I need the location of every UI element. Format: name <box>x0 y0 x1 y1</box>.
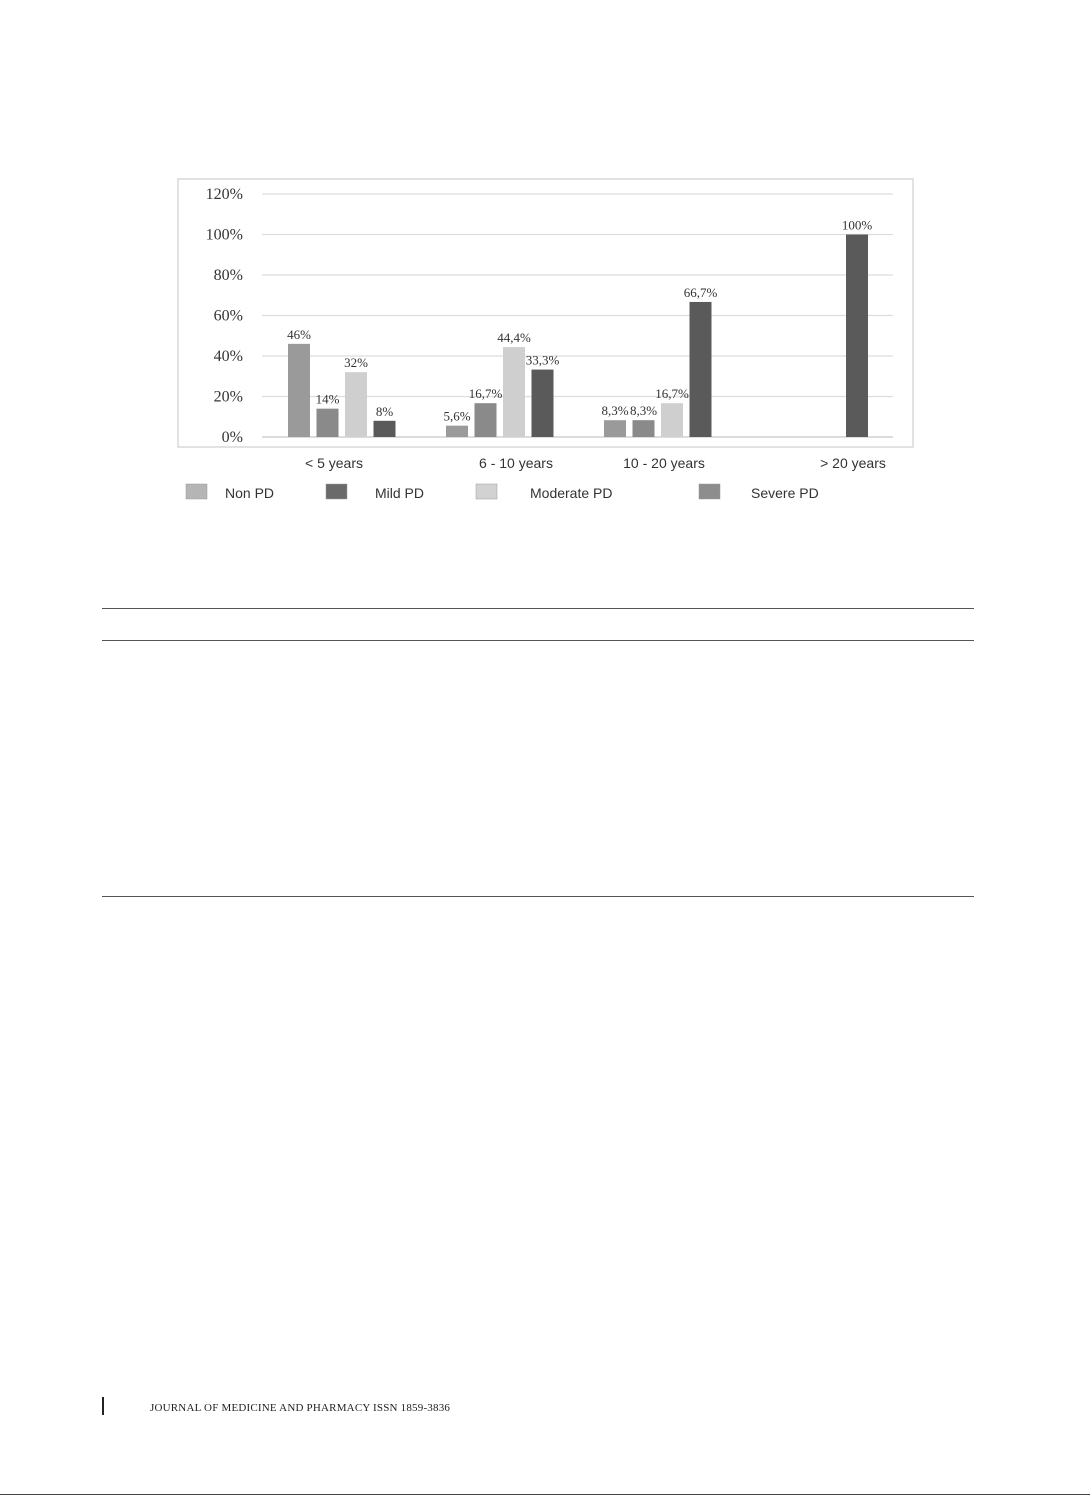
table-bottom-rule <box>102 896 974 897</box>
x-tick-label: 10 - 20 years <box>623 455 705 471</box>
bar <box>846 235 868 438</box>
table-header-rule <box>102 640 974 641</box>
legend-label: Mild PD <box>375 485 425 501</box>
bar <box>633 420 655 437</box>
data-label: 16,7% <box>468 386 503 402</box>
bar <box>374 421 396 437</box>
y-tick-label: 120% <box>205 186 243 203</box>
legend-swatch <box>186 484 207 499</box>
x-tick-label: 6 - 10 years <box>479 455 553 471</box>
legend-swatch <box>326 484 347 499</box>
legend-swatch <box>476 484 497 499</box>
y-tick-label: 80% <box>213 267 243 284</box>
data-label: 14% <box>315 391 340 407</box>
data-label: 32% <box>344 355 368 371</box>
legend-swatch <box>699 484 720 499</box>
bar <box>503 347 525 437</box>
x-tick-label: > 20 years <box>820 455 886 471</box>
bar <box>532 370 554 437</box>
bar <box>604 420 626 437</box>
data-label: 5,6% <box>443 408 471 424</box>
y-tick-label: 40% <box>213 348 243 365</box>
data-label: 100% <box>841 217 873 233</box>
page-bottom-line <box>0 1494 1090 1495</box>
y-tick-label: 60% <box>213 307 243 325</box>
y-tick-label: 20% <box>213 388 243 406</box>
data-label: 66,7% <box>683 284 718 300</box>
bar <box>288 344 310 437</box>
bar <box>475 403 497 437</box>
data-label: 8,3% <box>601 403 629 419</box>
x-tick-label: < 5 years <box>305 455 363 471</box>
table-top-rule <box>102 608 974 609</box>
y-tick-label: 100% <box>205 226 243 244</box>
legend-label: Non PD <box>225 485 275 501</box>
data-label: 33,3% <box>525 352 560 368</box>
data-label: 8,3% <box>629 403 658 419</box>
data-label: 16,7% <box>655 386 689 402</box>
bar-chart <box>0 0 1090 560</box>
bar <box>661 403 683 437</box>
legend-label: Severe PD <box>751 485 819 501</box>
y-tick-label: 0% <box>221 429 243 446</box>
bar <box>345 372 367 437</box>
bar <box>690 302 712 437</box>
data-label: 46% <box>287 326 311 342</box>
footer-journal: JOURNAL OF MEDICINE AND PHARMACY ISSN 1859-3836 <box>150 1402 451 1414</box>
bar <box>317 409 339 437</box>
data-label: 44,4% <box>497 330 531 346</box>
legend-label: Moderate PD <box>530 485 613 501</box>
data-label: 8% <box>375 403 394 419</box>
bar <box>446 426 468 437</box>
footer-bar <box>102 1397 104 1415</box>
